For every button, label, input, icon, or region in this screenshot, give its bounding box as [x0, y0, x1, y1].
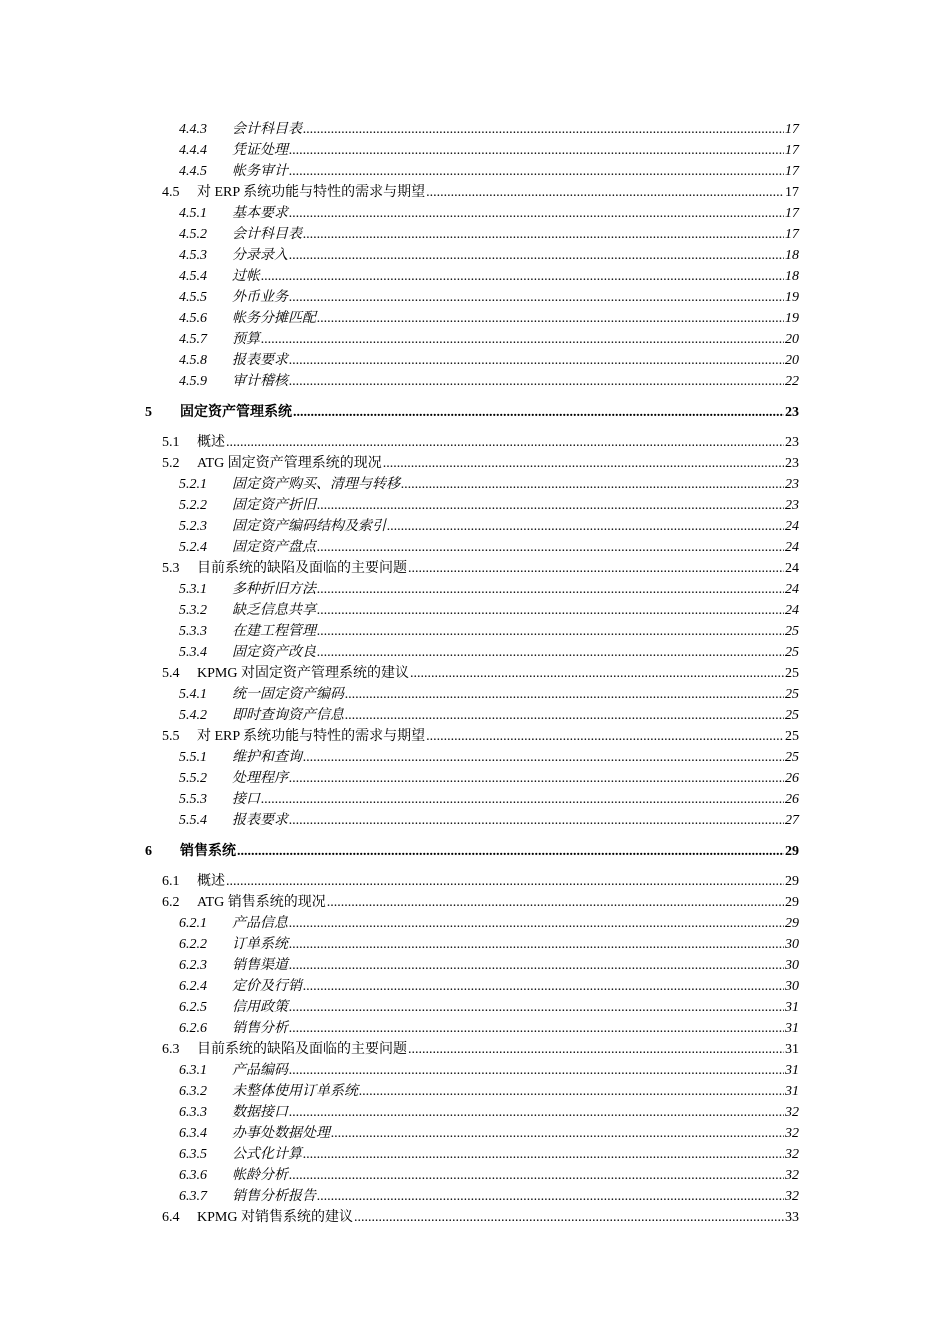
toc-entry[interactable] [179, 933, 799, 953]
toc-entry[interactable] [179, 1101, 799, 1121]
dot-leader [317, 624, 784, 640]
toc-entry-page: 23 [785, 477, 799, 492]
toc-entry-title: 销售渠道 [232, 958, 288, 973]
toc-entry-title: 固定资产编码结构及索引 [232, 519, 386, 534]
toc-entry-page: 24 [785, 540, 799, 555]
toc-entry-page: 17 [785, 185, 799, 200]
toc-entry-title: 报表要求 [232, 353, 288, 368]
toc-entry-number: 6.3 [162, 1042, 180, 1057]
toc-entry-page: 24 [785, 561, 799, 576]
toc-entry-number: 5.4.1 [179, 687, 207, 702]
dot-leader [261, 792, 784, 808]
toc-entry-title: 会计科目表 [232, 227, 302, 242]
toc-entry-page: 25 [785, 645, 799, 660]
toc-entry-page: 17 [785, 143, 799, 158]
toc-entry-number: 4.5.8 [179, 353, 207, 368]
dot-leader [317, 498, 784, 514]
toc-entry-page: 22 [785, 374, 799, 389]
toc-entry-number: 6.2.3 [179, 958, 207, 973]
toc-entry[interactable] [145, 401, 799, 421]
dot-leader [331, 1126, 784, 1142]
toc-entry-page: 30 [785, 979, 799, 994]
toc-entry-number: 4.5.5 [179, 290, 207, 305]
toc-entry[interactable] [179, 620, 799, 640]
toc-entry-number: 4.4.3 [179, 122, 207, 137]
toc-entry-title: 固定资产改良 [232, 645, 316, 660]
dot-leader [289, 1063, 784, 1079]
toc-entry-page: 30 [785, 937, 799, 952]
toc-entry-title: 帐龄分析 [232, 1168, 288, 1183]
toc-entry[interactable] [179, 202, 799, 222]
toc-entry-number: 4.5.2 [179, 227, 207, 242]
toc-entry[interactable] [179, 536, 799, 556]
dot-leader [408, 1042, 784, 1058]
dot-leader [317, 1189, 784, 1205]
toc-entry-number: 6.2.4 [179, 979, 207, 994]
toc-entry[interactable] [179, 912, 799, 932]
toc-entry-number: 6.3.5 [179, 1147, 207, 1162]
toc-entry[interactable] [179, 788, 799, 808]
toc-entry-title: KPMG 对固定资产管理系统的建议 [197, 666, 409, 681]
toc-entry-title: 外币业务 [232, 290, 288, 305]
toc-entry-title: 销售分析报告 [232, 1189, 316, 1204]
dot-leader [317, 645, 784, 661]
toc-entry[interactable] [162, 181, 799, 201]
toc-entry-number: 4.5.1 [179, 206, 207, 221]
toc-entry-page: 25 [785, 624, 799, 639]
toc-entry[interactable] [179, 578, 799, 598]
toc-entry-number: 4.5.9 [179, 374, 207, 389]
toc-entry-number: 6.3.4 [179, 1126, 207, 1141]
dot-leader [408, 561, 784, 577]
dot-leader [401, 477, 784, 493]
dot-leader [289, 771, 784, 787]
dot-leader [289, 1000, 784, 1016]
toc-entry[interactable] [179, 767, 799, 787]
dot-leader [303, 750, 784, 766]
toc-entry-number: 6.2.5 [179, 1000, 207, 1015]
toc-entry-number: 6.3.3 [179, 1105, 207, 1120]
dot-leader [317, 582, 784, 598]
toc-entry-title: 接口 [232, 792, 260, 807]
toc-entry-number: 4.4.4 [179, 143, 207, 158]
toc-entry-page: 29 [785, 916, 799, 931]
toc-entry-page: 17 [785, 227, 799, 242]
toc-entry[interactable] [179, 118, 799, 138]
toc-entry[interactable] [179, 1143, 799, 1163]
toc-entry-number: 4.4.5 [179, 164, 207, 179]
toc-entry[interactable] [162, 431, 799, 451]
dot-leader [289, 1021, 784, 1037]
toc-entry[interactable] [179, 1164, 799, 1184]
toc-entry-number: 6.3.7 [179, 1189, 207, 1204]
dot-leader [289, 1168, 784, 1184]
toc-entry-title: 概述 [197, 874, 225, 889]
toc-entry-page: 32 [785, 1126, 799, 1141]
dot-leader [289, 290, 784, 306]
toc-entry-number: 5.3.4 [179, 645, 207, 660]
toc-entry-page: 17 [785, 206, 799, 221]
toc-entry-page: 29 [785, 895, 799, 910]
toc-entry-title: 产品信息 [232, 916, 288, 931]
toc-entry[interactable] [179, 704, 799, 724]
toc-entry[interactable] [179, 1017, 799, 1037]
toc-entry-number: 6.4 [162, 1210, 180, 1225]
toc-entry-title: 多种折旧方法 [232, 582, 316, 597]
toc-entry-title: 在建工程管理 [232, 624, 316, 639]
toc-entry[interactable] [179, 809, 799, 829]
dot-leader [317, 603, 784, 619]
toc-entry-title: 对 ERP 系统功能与特性的需求与期望 [197, 729, 426, 744]
toc-entry-page: 17 [785, 164, 799, 179]
toc-entry-number: 5.4 [162, 666, 180, 681]
toc-entry-number: 5.5.4 [179, 813, 207, 828]
toc-entry-title: 维护和查询 [232, 750, 302, 765]
toc-entry-title: 对 ERP 系统功能与特性的需求与期望 [197, 185, 426, 200]
toc-entry-title: 固定资产管理系统 [180, 405, 292, 420]
dot-leader [237, 844, 784, 860]
dot-leader [387, 519, 784, 535]
toc-entry[interactable] [179, 494, 799, 514]
toc-entry-title: 过帐 [232, 269, 260, 284]
toc-entry[interactable] [145, 840, 799, 860]
toc-entry-title: 缺乏信息共享 [232, 603, 316, 618]
toc-entry-page: 23 [785, 498, 799, 513]
toc-entry-page: 31 [785, 1021, 799, 1036]
toc-entry[interactable] [162, 891, 799, 911]
dot-leader [303, 1147, 784, 1163]
dot-leader [359, 1084, 784, 1100]
toc-entry-title: 预算 [232, 332, 260, 347]
toc-entry-title: 凭证处理 [232, 143, 288, 158]
toc-entry[interactable] [179, 1122, 799, 1142]
toc-entry-number: 5.3 [162, 561, 180, 576]
dot-leader [303, 227, 784, 243]
toc-entry[interactable] [179, 244, 799, 264]
toc-entry[interactable] [179, 473, 799, 493]
toc-entry-page: 25 [785, 729, 799, 744]
toc-entry-title: KPMG 对销售系统的建议 [197, 1210, 353, 1225]
toc-entry-page: 29 [785, 844, 799, 859]
dot-leader [289, 353, 784, 369]
toc-entry-title: ATG 销售系统的现况 [197, 895, 326, 910]
toc-entry-number: 4.5.3 [179, 248, 207, 263]
toc-entry-title: 定价及行销 [232, 979, 302, 994]
dot-leader [354, 1210, 784, 1226]
dot-leader [426, 185, 784, 201]
toc-entry[interactable] [179, 1185, 799, 1205]
toc-entry-page: 30 [785, 958, 799, 973]
dot-leader [289, 916, 784, 932]
dot-leader [261, 269, 784, 285]
toc-entry-page: 31 [785, 1084, 799, 1099]
toc-entry-title: 订单系统 [232, 937, 288, 952]
toc-entry-page: 31 [785, 1042, 799, 1057]
toc-entry-title: 目前系统的缺陷及面临的主要问题 [197, 561, 407, 576]
toc-entry-number: 5.1 [162, 435, 180, 450]
toc-entry-page: 20 [785, 332, 799, 347]
toc-entry-title: 分录录入 [232, 248, 288, 263]
toc-entry-title: 即时查询资产信息 [232, 708, 344, 723]
toc-entry-number: 5.5 [162, 729, 180, 744]
toc-entry-page: 19 [785, 311, 799, 326]
toc-entry-title: 销售系统 [180, 844, 236, 859]
toc-entry-title: 办事处数据处理 [232, 1126, 330, 1141]
dot-leader [345, 687, 784, 703]
toc-entry-title: ATG 固定资产管理系统的现况 [197, 456, 382, 471]
toc-entry[interactable] [179, 286, 799, 306]
dot-leader [289, 958, 784, 974]
toc-entry-page: 19 [785, 290, 799, 305]
toc-entry[interactable] [179, 515, 799, 535]
toc-entry-page: 32 [785, 1189, 799, 1204]
toc-entry-number: 6.1 [162, 874, 180, 889]
toc-entry[interactable] [179, 328, 799, 348]
dot-leader [226, 874, 784, 890]
dot-leader [345, 708, 784, 724]
toc-entry-title: 概述 [197, 435, 225, 450]
toc-entry[interactable] [179, 160, 799, 180]
toc-entry[interactable] [162, 725, 799, 745]
toc-entry-page: 20 [785, 353, 799, 368]
toc-entry-page: 25 [785, 687, 799, 702]
toc-entry-number: 5.2.3 [179, 519, 207, 534]
dot-leader [303, 979, 784, 995]
toc-entry[interactable] [179, 349, 799, 369]
toc-entry-title: 固定资产盘点 [232, 540, 316, 555]
dot-leader [289, 143, 784, 159]
toc-entry-number: 5.3.2 [179, 603, 207, 618]
dot-leader [303, 122, 784, 138]
toc-entry-number: 6.2.1 [179, 916, 207, 931]
dot-leader [261, 332, 784, 348]
toc-entry-number: 4.5 [162, 185, 180, 200]
toc-entry[interactable] [162, 1206, 799, 1226]
toc-entry[interactable] [162, 1038, 799, 1058]
toc-entry-page: 32 [785, 1147, 799, 1162]
toc-entry-page: 32 [785, 1105, 799, 1120]
toc-entry-page: 25 [785, 708, 799, 723]
toc-entry-number: 5.5.3 [179, 792, 207, 807]
toc-entry-page: 27 [785, 813, 799, 828]
toc-entry-page: 17 [785, 122, 799, 137]
toc-entry-page: 25 [785, 750, 799, 765]
toc-entry-page: 23 [785, 435, 799, 450]
toc-entry-title: 处理程序 [232, 771, 288, 786]
toc-entry[interactable] [162, 557, 799, 577]
toc-entry-page: 18 [785, 248, 799, 263]
toc-entry-number: 6.2.6 [179, 1021, 207, 1036]
toc-entry-page: 24 [785, 519, 799, 534]
dot-leader [289, 1105, 784, 1121]
toc-entry-number: 4.5.7 [179, 332, 207, 347]
toc-entry-page: 32 [785, 1168, 799, 1183]
toc-entry-page: 26 [785, 792, 799, 807]
toc-entry-number: 5.2.2 [179, 498, 207, 513]
dot-leader [289, 937, 784, 953]
dot-leader [317, 311, 784, 327]
toc-entry-page: 33 [785, 1210, 799, 1225]
toc-entry[interactable] [162, 662, 799, 682]
toc-entry-number: 6.3.6 [179, 1168, 207, 1183]
toc-entry-page: 23 [785, 456, 799, 471]
dot-leader [383, 456, 784, 472]
toc-entry-number: 5.3.3 [179, 624, 207, 639]
toc-entry-title: 帐务分摊匹配 [232, 311, 316, 326]
toc-entry[interactable] [179, 975, 799, 995]
toc-entry-title: 统一固定资产编码 [232, 687, 344, 702]
toc-entry-number: 5.2 [162, 456, 180, 471]
toc-entry-title: 帐务审计 [232, 164, 288, 179]
toc-entry-number: 6.3.1 [179, 1063, 207, 1078]
toc-entry-title: 未整体使用订单系统 [232, 1084, 358, 1099]
toc-entry[interactable] [179, 223, 799, 243]
toc-entry-page: 18 [785, 269, 799, 284]
dot-leader [289, 374, 784, 390]
toc-entry[interactable] [162, 870, 799, 890]
toc-entry-page: 24 [785, 603, 799, 618]
dot-leader [426, 729, 784, 745]
dot-leader [293, 405, 784, 421]
toc-entry-number: 5.2.4 [179, 540, 207, 555]
toc-entry-title: 报表要求 [232, 813, 288, 828]
dot-leader [289, 164, 784, 180]
dot-leader [289, 248, 784, 264]
toc-entry-page: 23 [785, 405, 799, 420]
dot-leader [289, 206, 784, 222]
toc-entry-title: 固定资产购买、清理与转移 [232, 477, 400, 492]
toc-entry-title: 数据接口 [232, 1105, 288, 1120]
toc-entry-title: 公式化计算 [232, 1147, 302, 1162]
dot-leader [410, 666, 784, 682]
toc-entry[interactable] [179, 599, 799, 619]
toc-entry-title: 目前系统的缺陷及面临的主要问题 [197, 1042, 407, 1057]
toc-entry-title: 基本要求 [232, 206, 288, 221]
toc-entry[interactable] [179, 1080, 799, 1100]
toc-entry[interactable] [179, 746, 799, 766]
dot-leader [327, 895, 784, 911]
toc-entry[interactable] [179, 265, 799, 285]
toc-entry[interactable] [179, 954, 799, 974]
toc-entry[interactable] [179, 641, 799, 661]
toc-entry-number: 4.5.4 [179, 269, 207, 284]
toc-entry-page: 29 [785, 874, 799, 889]
toc-entry[interactable] [179, 1059, 799, 1079]
toc-entry-page: 24 [785, 582, 799, 597]
toc-entry-number: 5.4.2 [179, 708, 207, 723]
toc-entry-number: 5.3.1 [179, 582, 207, 597]
toc-entry[interactable] [162, 452, 799, 472]
dot-leader [226, 435, 784, 451]
toc-entry[interactable] [179, 139, 799, 159]
toc-entry-number: 5.2.1 [179, 477, 207, 492]
toc-entry-title: 固定资产折旧 [232, 498, 316, 513]
dot-leader [289, 813, 784, 829]
toc-entry-title: 销售分析 [232, 1021, 288, 1036]
toc-entry-page: 25 [785, 666, 799, 681]
toc-entry-page: 31 [785, 1000, 799, 1015]
toc-entry-title: 会计科目表 [232, 122, 302, 137]
toc-entry[interactable] [179, 307, 799, 327]
toc-entry-page: 31 [785, 1063, 799, 1078]
toc-entry-number: 6.3.2 [179, 1084, 207, 1099]
dot-leader [317, 540, 784, 556]
toc-entry-number: 6 [145, 844, 152, 859]
toc-entry-number: 5.5.1 [179, 750, 207, 765]
toc-entry-number: 4.5.6 [179, 311, 207, 326]
toc-entry-title: 审计稽核 [232, 374, 288, 389]
toc-entry-number: 6.2 [162, 895, 180, 910]
toc-entry-number: 5.5.2 [179, 771, 207, 786]
toc-entry-title: 信用政策 [232, 1000, 288, 1015]
toc-entry[interactable] [179, 683, 799, 703]
toc-entry-title: 产品编码 [232, 1063, 288, 1078]
toc-entry-number: 5 [145, 405, 152, 420]
toc-entry[interactable] [179, 370, 799, 390]
toc-entry[interactable] [179, 996, 799, 1016]
toc-entry-number: 6.2.2 [179, 937, 207, 952]
toc-entry-page: 26 [785, 771, 799, 786]
